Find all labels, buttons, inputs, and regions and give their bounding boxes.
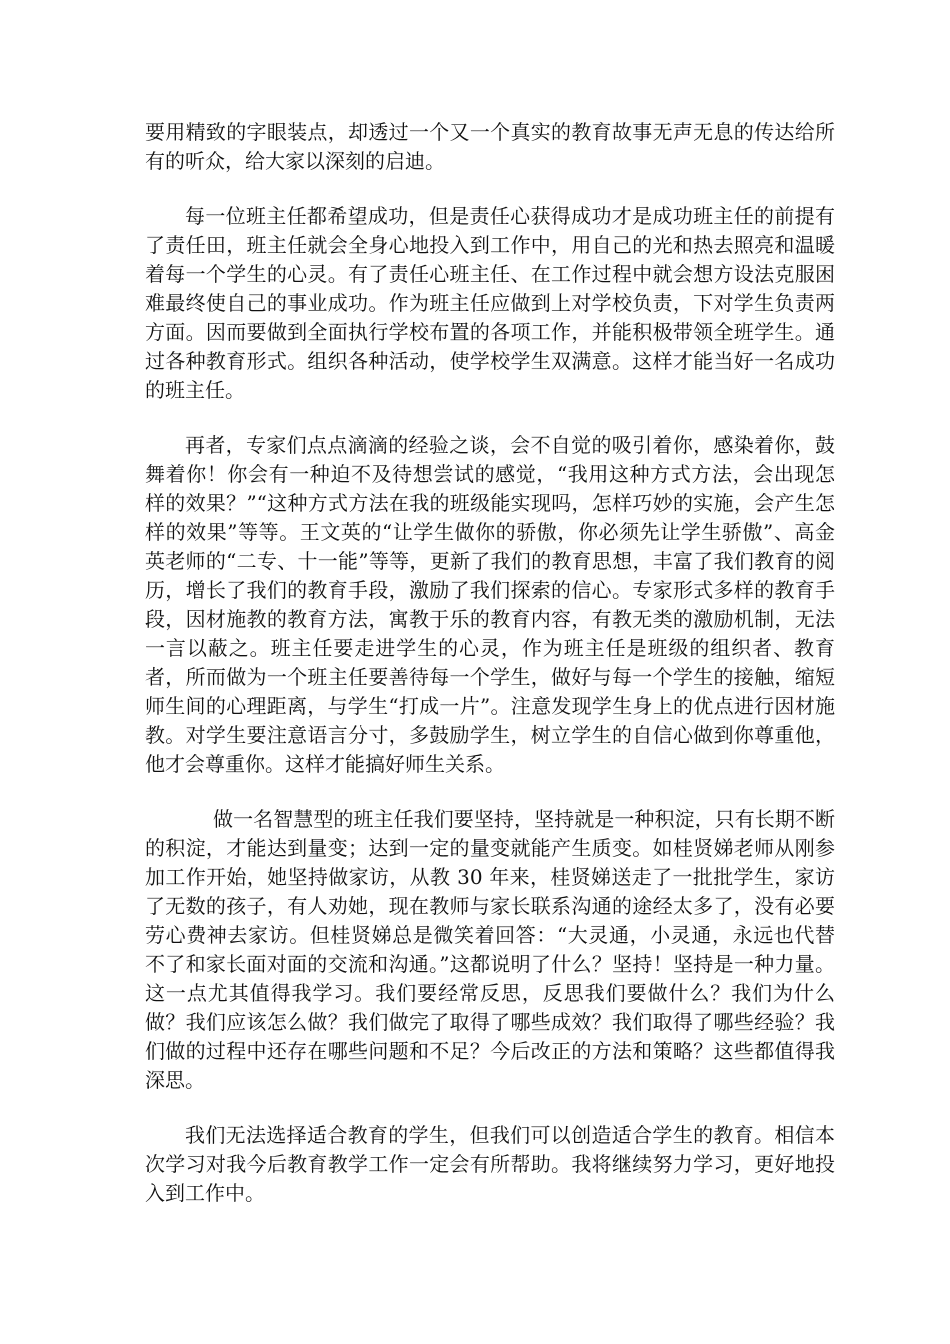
paragraph-4: 做一名智慧型的班主任我们要坚持，坚持就是一种积淀，只有长期不断的积淀，才能达到量变；达到一定的量变就能产生质变。如桂贤娣老师从刚参加工作开始，她坚持做家访，从教 30 年来，桂贤娣送走了一批批学生，家访了无数的孩子，有人劝她，现在教师与家长联系沟通的途经太多了，没有必要劳心费神去家访。但桂贤娣总是微笑着回答：“大灵通，小灵通，永远也代替不了和家长面对面的交流和沟通。”这都说明了什么？坚持！坚持是一种力量。这一点尤其值得我学习。我们要经常反思，反思我们要做什么？我们为什么做？我们应该怎么做？我们做完了取得了哪些成效？我们取得了哪些经验？我们做的过程中还存在哪些问题和不足？今后改正的方法和策略？这些都值得我深思。 [145, 807, 835, 1092]
paragraph-1: 要用精致的字眼装点，却透过一个又一个真实的教育故事无声无息的传达给所有的听众，给大家以深刻的启迪。 [145, 120, 835, 173]
paragraph-5: 我们无法选择适合教育的学生，但我们可以创造适合学生的教育。相信本次学习对我今后教育教学工作一定会有所帮助。我将继续努力学习，更好地投入到工作中。 [145, 1123, 835, 1205]
document-body [145, 118, 835, 1234]
paragraph-3: 再者，专家们点点滴滴的经验之谈，会不自觉的吸引着你，感染着你，鼓舞着你！你会有一种迫不及待想尝试的感觉，“我用这种方式方法，会出现怎样的效果？”“这种方式方法在我的班级能实现吗，怎样巧妙的实施，会产生怎样的效果”等等。王文英的“让学生做你的骄傲，你必须先让学生骄傲”、高金英老师的“二专、十一能”等等，更新了我们的教育思想，丰富了我们教育的阅历，增长了我们的教育手段，激励了我们探索的信心。专家形式多样的教育手段，因材施教的教育方法，寓教于乐的教育内容，有教无类的激励机制，无法一言以蔽之。班主任要走进学生的心灵，作为班主任是班级的组织者、教育者，所而做为一个班主任要善待每一个学生，做好与每一个学生的接触，缩短师生间的心理距离，与学生“打成一片”。注意发现学生身上的优点进行因材施教。对学生要注意语言分寸，多鼓励学生，树立学生的自信心做到你尊重他，他才会尊重你。这样才能搞好师生关系。 [145, 433, 835, 776]
paragraph-2: 每一位班主任都希望成功，但是责任心获得成功才是成功班主任的前提有了责任田，班主任就会全身心地投入到工作中，用自己的光和热去照亮和温暖着每一个学生的心灵。有了责任心班主任、在工作过程中就会想方设法克服困难最终使自己的事业成功。作为班主任应做到上对学校负责，下对学生负责两方面。因而要做到全面执行学校布置的各项工作，并能积极带领全班学生。通过各种教育形式。组织各种活动，使学校学生双满意。这样才能当好一名成功的班主任。 [145, 204, 835, 402]
